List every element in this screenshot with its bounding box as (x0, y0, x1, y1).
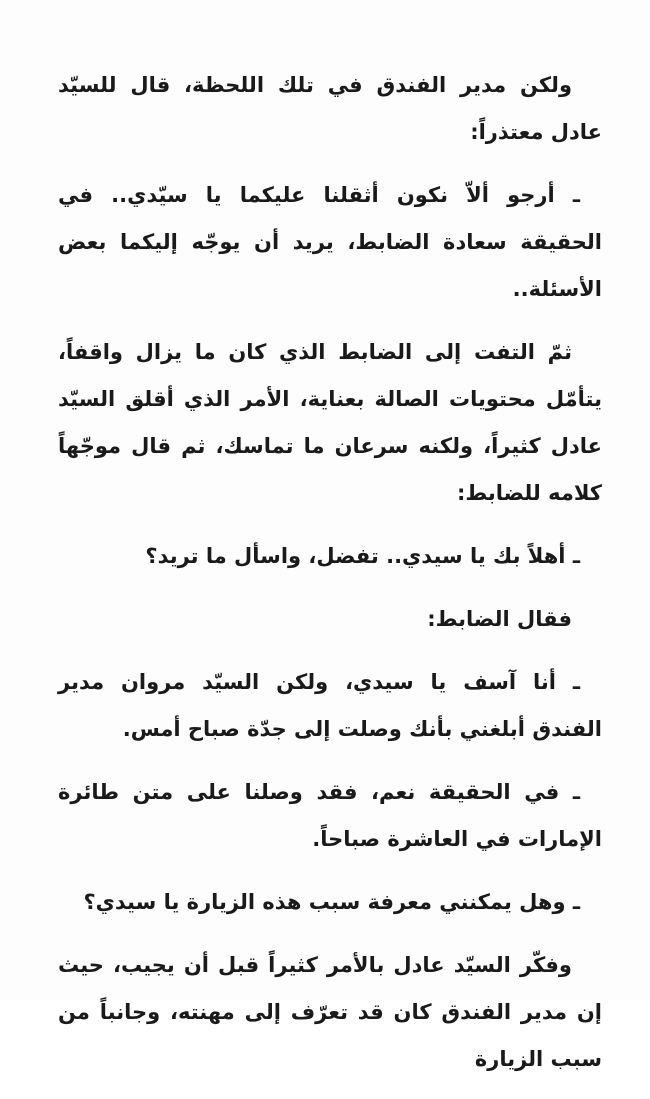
paragraph: وفكّر السيّد عادل بالأمر كثيراً قبل أن يجيب، حيث إن مدير الفندق كان قد تعرّف إلى مهنته، وجانباً من سبب الزيارة (58, 953, 602, 1071)
body-text (58, 62, 602, 1099)
dialogue-line: ـ أنا آسف يا سيدي، ولكن السيّد مروان مدير الفندق أبلغني بأنك وصلت إلى جدّة صباح أمس. (58, 670, 602, 741)
paragraph: ثمّ التفت إلى الضابط الذي كان ما يزال واقفاً، يتأمّل محتويات الصالة بعناية، الأمر الذي أقلق السيّد عادل كثيراً، ولكنه سرعان ما تماسك، ثم قال موجّهاً كلامه للضابط: (58, 340, 602, 505)
dialogue-line: ـ وهل يمكنني معرفة سبب هذه الزيارة يا سيدي؟ (83, 890, 580, 914)
paragraph: ولكن مدير الفندق في تلك اللحظة، قال للسيّد عادل معتذراً: (58, 73, 602, 144)
paragraph: فقال الضابط: (427, 607, 572, 631)
dialogue-line: ـ أرجو ألاّ نكون أثقلنا عليكما يا سيّدي.. في الحقيقة سعادة الضابط، يريد أن يوجّه إليكما بعض الأسئلة.. (58, 183, 602, 301)
dialogue-line: ـ أهلاً بك يا سيدي.. تفضل، واسأل ما تريد؟ (145, 544, 580, 568)
dialogue-line: ـ في الحقيقة نعم، فقد وصلنا على متن طائرة الإمارات في العاشرة صباحاً. (58, 780, 602, 851)
